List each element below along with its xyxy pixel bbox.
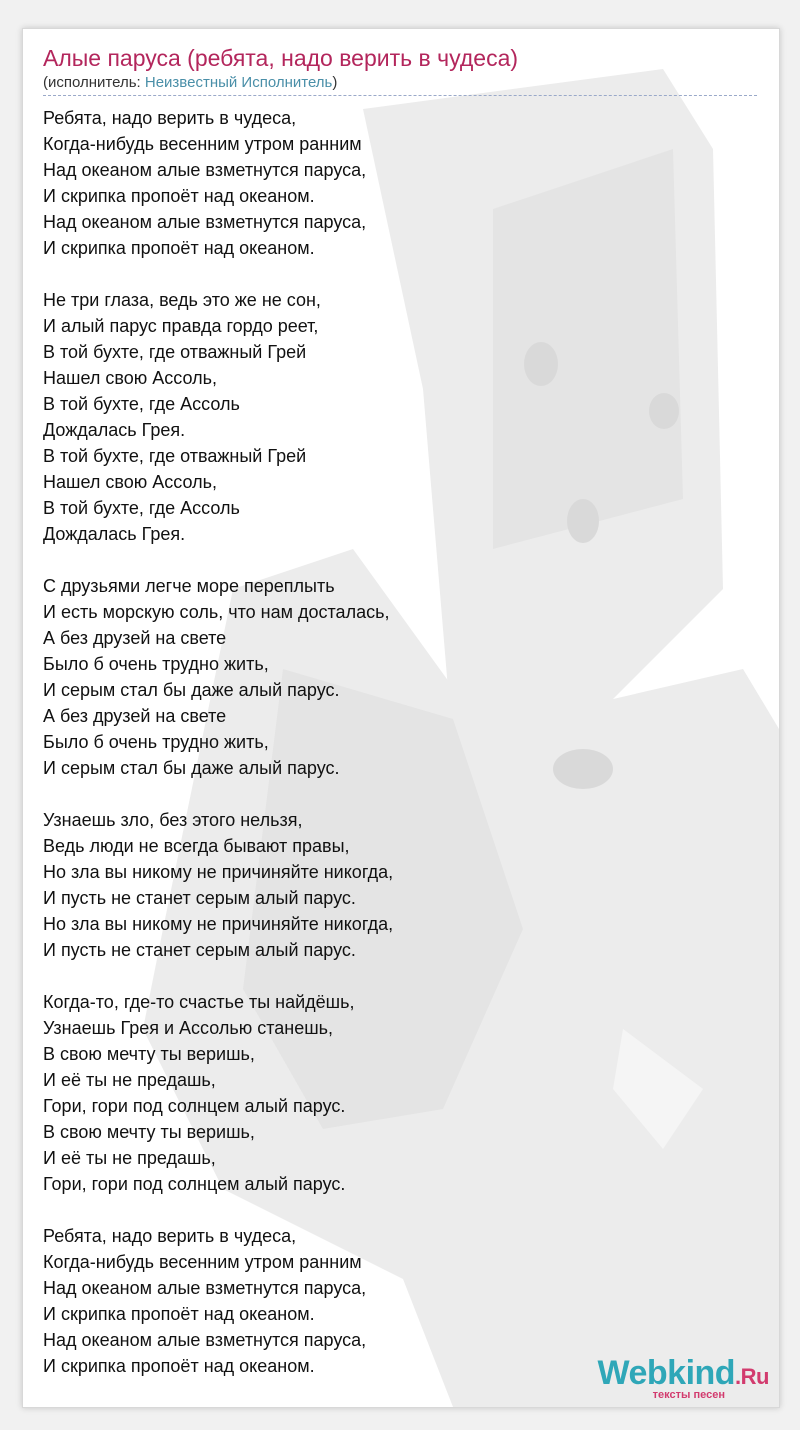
stanza	[43, 573, 743, 781]
lyric-line: Ведь люди не всегда бывают правы,	[43, 836, 350, 856]
lyric-line: И её ты не предашь,	[43, 1148, 216, 1168]
stanza	[43, 287, 743, 547]
lyric-line: И пусть не станет серым алый парус.	[43, 888, 356, 908]
lyric-line: Не три глаза, ведь это же не сон,	[43, 290, 321, 310]
artist-line	[43, 73, 757, 96]
stanza	[43, 807, 743, 963]
lyric-line: А без друзей на свете	[43, 628, 227, 648]
lyric-line: Над океаном алые взметнутся паруса,	[43, 1330, 367, 1350]
lyric-line: В свою мечту ты веришь,	[43, 1044, 255, 1064]
lyric-line: Было б очень трудно жить,	[43, 732, 269, 752]
lyric-line: Когда-нибудь весенним утром ранним	[43, 1252, 362, 1272]
lyrics-card	[22, 28, 780, 1408]
lyric-line: И скрипка пропоёт над океаном.	[43, 1304, 315, 1324]
logo-domain-suffix: .Ru	[735, 1364, 769, 1389]
stanza	[43, 989, 743, 1197]
artist-link[interactable]: Неизвестный Исполнитель	[144, 74, 333, 91]
lyric-line: Ребята, надо верить в чудеса,	[43, 108, 297, 128]
lyric-line: Узнаешь Грея и Ассолью станешь,	[43, 1018, 334, 1038]
lyric-line: Нашел свою Ассоль,	[43, 472, 217, 492]
logo-tagline: тексты песен	[652, 1389, 725, 1401]
lyric-line: И скрипка пропоёт над океаном.	[43, 1356, 315, 1376]
lyric-line: И скрипка пропоёт над океаном.	[43, 238, 315, 258]
lyric-line: Узнаешь зло, без этого нельзя,	[43, 810, 303, 830]
lyric-line: И скрипка пропоёт над океаном.	[43, 186, 315, 206]
lyric-line: А без друзей на свете	[43, 706, 227, 726]
lyrics-text	[43, 105, 743, 1405]
lyric-line: Но зла вы никому не причиняйте никогда,	[43, 914, 394, 934]
lyric-line: И серым стал бы даже алый парус.	[43, 758, 340, 778]
artist-suffix: )	[332, 74, 338, 91]
lyric-line: Но зла вы никому не причиняйте никогда,	[43, 862, 394, 882]
site-logo[interactable]	[598, 1355, 770, 1401]
lyric-line: И серым стал бы даже алый парус.	[43, 680, 340, 700]
lyric-line: Дождалась Грея.	[43, 420, 186, 440]
lyric-line: Ребята, надо верить в чудеса,	[43, 1226, 297, 1246]
lyric-line: В свою мечту ты веришь,	[43, 1122, 255, 1142]
lyric-line: Над океаном алые взметнутся паруса,	[43, 1278, 367, 1298]
lyric-line: Гори, гори под солнцем алый парус.	[43, 1096, 346, 1116]
lyric-line: Над океаном алые взметнутся паруса,	[43, 160, 367, 180]
lyric-line: Было б очень трудно жить,	[43, 654, 269, 674]
lyric-line: В той бухте, где Ассоль	[43, 498, 240, 518]
lyric-line: Нашел свою Ассоль,	[43, 368, 217, 388]
lyric-line: Гори, гори под солнцем алый парус.	[43, 1174, 346, 1194]
lyric-line: Когда-нибудь весенним утром ранним	[43, 134, 362, 154]
lyric-line: И алый парус правда гордо реет,	[43, 316, 319, 336]
lyric-line: Дождалась Грея.	[43, 524, 186, 544]
lyric-line: В той бухте, где отважный Грей	[43, 342, 307, 362]
song-header	[43, 43, 757, 96]
lyric-line: В той бухте, где Ассоль	[43, 394, 240, 414]
lyric-line: И пусть не станет серым алый парус.	[43, 940, 356, 960]
lyric-line: И есть морскую соль, что нам досталась,	[43, 602, 390, 622]
lyric-line: В той бухте, где отважный Грей	[43, 446, 307, 466]
logo-wordmark: Webkind	[597, 1354, 736, 1392]
lyric-line: И её ты не предашь,	[43, 1070, 216, 1090]
lyric-line: С друзьями легче море переплыть	[43, 576, 335, 596]
stanza	[43, 105, 743, 261]
lyric-line: Над океаном алые взметнутся паруса,	[43, 212, 367, 232]
artist-prefix: (исполнитель:	[43, 74, 145, 91]
song-title: Алые паруса (ребята, надо верить в чудеса)	[43, 45, 519, 71]
lyric-line: Когда-то, где-то счастье ты найдёшь,	[43, 992, 355, 1012]
